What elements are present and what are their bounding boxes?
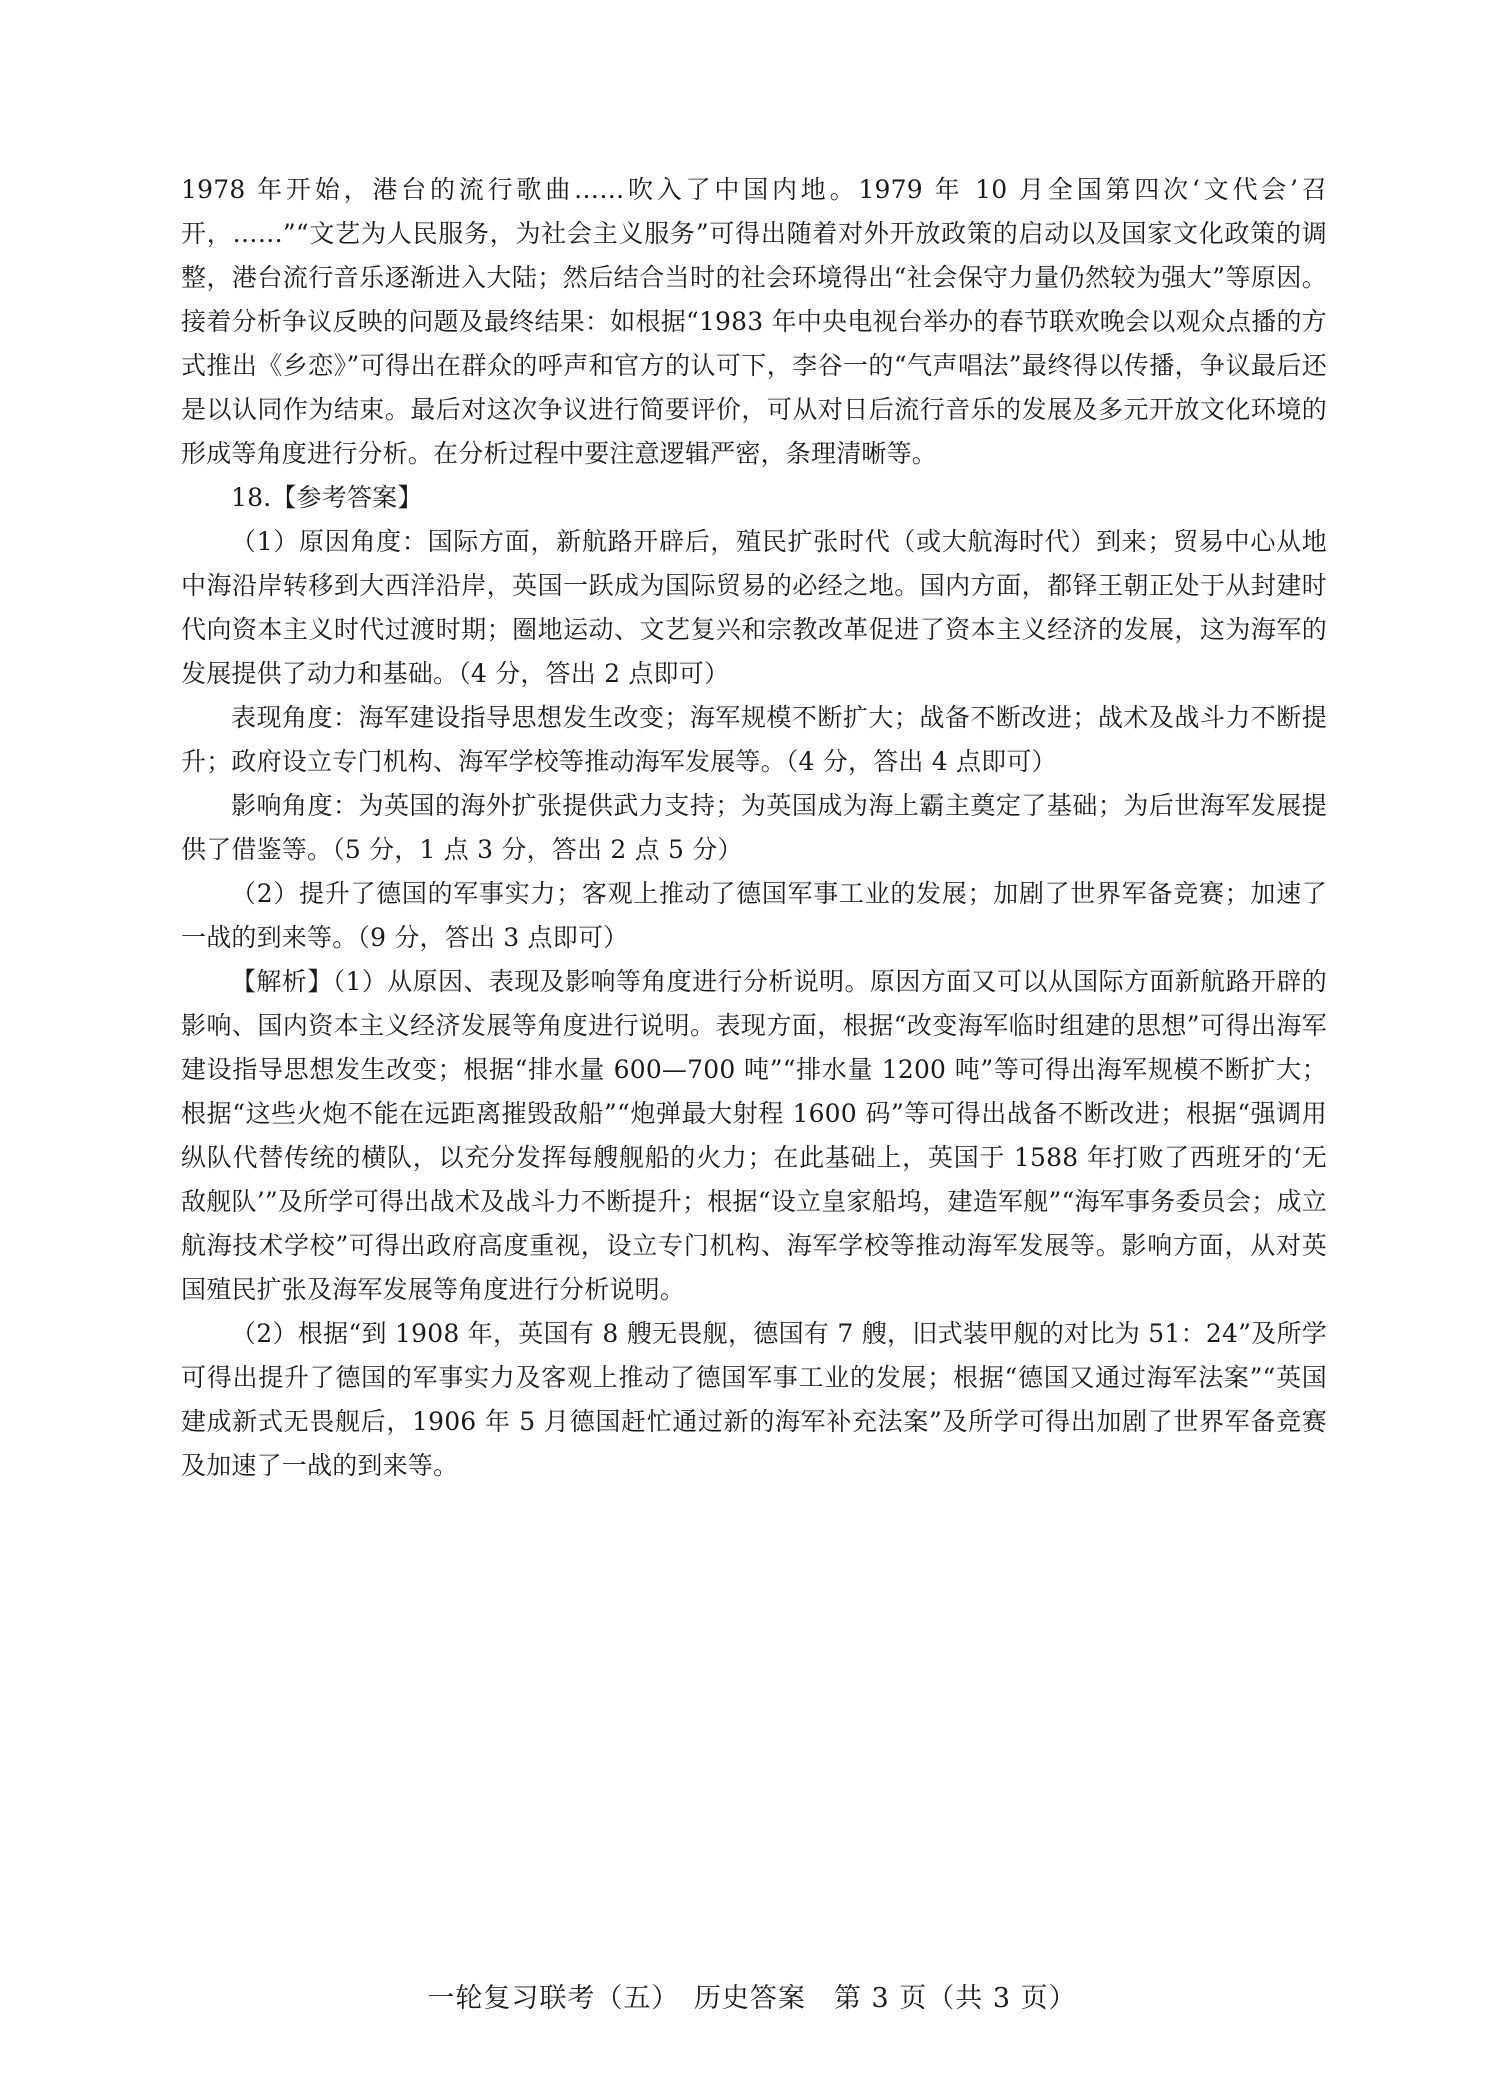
answer-part-1-manifestations: 表现角度：海军建设指导思想发生改变；海军规模不断扩大；战备不断改进；战术及战斗力不断提升；政府设立专门机构、海军学校等推动海军发展等。（4 分，答出 4 点即可） <box>181 703 1327 776</box>
paragraph-analysis-continuation: 1978 年开始，港台的流行歌曲……吹入了中国内地。1979 年 10 月全国第四次‘文代会’召开，……”“文艺为人民服务，为社会主义服务”可得出随着对外开放政策的启动以及国家文化政策的调整，港台流行音乐逐渐进入大陆；然后结合当时的社会环境得出“社会保守力量仍然较为强大”等原因。接着分析争议反映的问题及最终结果：如根据“1983 年中央电视台举办的春节联欢晚会以观众点播的方式推出《乡恋》”可得出在群众的呼声和官方的认可下，李谷一的“气声唱法”最终得以传播，争议最后还是以认同作为结束。最后对这次争议进行简要评价，可从对日后流行音乐的发展及多元开放文化环境的形成等角度进行分析。在分析过程中要注意逻辑严密，条理清晰等。 <box>181 175 1327 468</box>
document-body <box>181 168 1327 1488</box>
answer-part-2: （2）提升了德国的军事实力；客观上推动了德国军事工业的发展；加剧了世界军备竞赛；加速了一战的到来等。（9 分，答出 3 点即可） <box>181 879 1327 952</box>
analysis-part-1: 【解析】（1）从原因、表现及影响等角度进行分析说明。原因方面又可以从国际方面新航路开辟的影响、国内资本主义经济发展等角度进行说明。表现方面，根据“改变海军临时组建的思想”可得出海军建设指导思想发生改变；根据“排水量 600—700 吨”“排水量 1200 吨”等可得出海军规模不断扩大；根据“这些火炮不能在远距离摧毁敌船”“炮弹最大射程 1600 码”等可得出战备不断改进；根据“强调用纵队代替传统的横队，以充分发挥每艘舰船的火力；在此基础上，英国于 1588 年打败了西班牙的‘无敌舰队’”及所学可得出战术及战斗力不断提升；根据“设立皇家船坞，建造军舰”“海军事务委员会；成立航海技术学校”可得出政府高度重视，设立专门机构、海军学校等推动海军发展等。影响方面，从对英国殖民扩张及海军发展等角度进行分析说明。 <box>181 967 1327 1304</box>
analysis-part-2: （2）根据“到 1908 年，英国有 8 艘无畏舰，德国有 7 艘，旧式装甲舰的对比为 51：24”及所学可得出提升了德国的军事实力及客观上推动了德国军事工业的发展；根据“德国又通过海军法案”“英国建成新式无畏舰后，1906 年 5 月德国赶忙通过新的海军补充法案”及所学可得出加剧了世界军备竞赛及加速了一战的到来等。 <box>181 1319 1327 1480</box>
page-footer: 一轮复习联考（五） 历史答案 第 3 页（共 3 页） <box>427 1983 1077 2014</box>
question-18-heading: 18.【参考答案】 <box>231 483 423 512</box>
answer-part-1-causes: （1）原因角度：国际方面，新航路开辟后，殖民扩张时代（或大航海时代）到来；贸易中心从地中海沿岸转移到大西洋沿岸，英国一跃成为国际贸易的必经之地。国内方面，都铎王朝正处于从封建时代向资本主义时代过渡时期；圈地运动、文艺复兴和宗教改革促进了资本主义经济的发展，这为海军的发展提供了动力和基础。（4 分，答出 2 点即可） <box>181 527 1327 688</box>
answer-part-1-impacts: 影响角度：为英国的海外扩张提供武力支持；为英国成为海上霸主奠定了基础；为后世海军发展提供了借鉴等。（5 分，1 点 3 分，答出 2 点 5 分） <box>181 791 1327 864</box>
